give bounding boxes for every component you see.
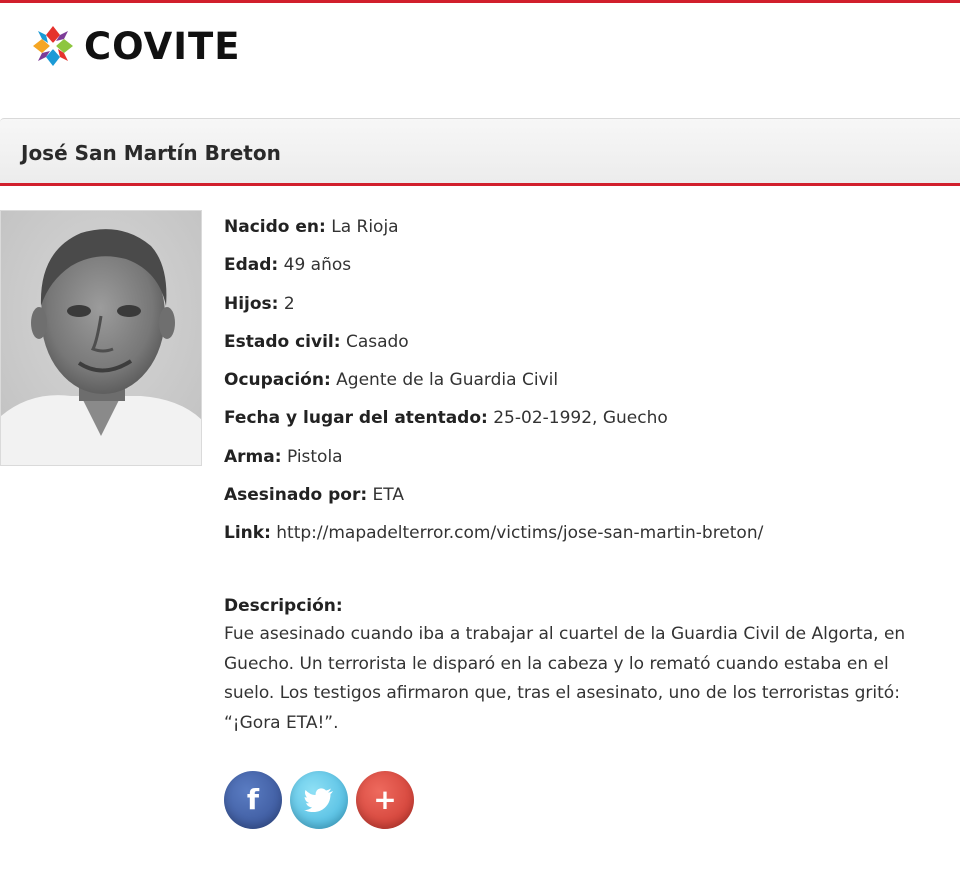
detail-value: 2 xyxy=(283,293,295,314)
description-text: Fue asesinado cuando iba a trabajar al cuartel de la Guardia Civil de Algorta, en Guecho. Un terrorista le disparó en la cabeza y lo remató cuando estaba en el suelo. Los testigos afirmaron que, tras el asesinato, uno de los terroristas gritó: “¡Gora ETA!”. xyxy=(224,624,906,733)
detail-row-weapon xyxy=(224,443,944,481)
plus-icon: + xyxy=(373,783,397,816)
twitter-icon xyxy=(304,788,334,812)
detail-row-born xyxy=(224,213,944,251)
detail-label: Arma: xyxy=(224,446,282,467)
detail-row-killed-by xyxy=(224,481,944,519)
detail-row-attack-date-place xyxy=(224,404,944,442)
detail-label: Edad: xyxy=(224,255,279,276)
detail-row-children xyxy=(224,290,944,328)
share-buttons xyxy=(224,771,422,829)
detail-row-link xyxy=(224,519,944,557)
top-accent-rule xyxy=(0,0,960,3)
victim-name: José San Martín Breton xyxy=(21,141,281,165)
detail-value: Casado xyxy=(345,331,409,352)
more-share-button[interactable] xyxy=(356,771,414,829)
detail-label: Fecha y lugar del atentado: xyxy=(224,408,488,429)
detail-value: 25-02-1992, Guecho xyxy=(493,408,668,429)
detail-row-occupation xyxy=(224,366,944,404)
description-block xyxy=(224,592,924,738)
covite-logo[interactable] xyxy=(30,16,241,76)
detail-label: Hijos: xyxy=(224,293,279,314)
detail-value: Agente de la Guardia Civil xyxy=(336,370,559,391)
detail-value: 49 años xyxy=(283,255,352,276)
detail-value: La Rioja xyxy=(331,217,399,237)
twitter-share-button[interactable] xyxy=(290,771,348,829)
facebook-share-button[interactable] xyxy=(224,771,282,829)
detail-label: Link: xyxy=(224,523,271,544)
detail-label: Asesinado por: xyxy=(224,485,368,506)
description-label: Descripción: xyxy=(224,596,343,616)
logo-text: COVITE xyxy=(84,24,241,68)
detail-value: ETA xyxy=(372,485,404,506)
victim-photo xyxy=(0,210,202,466)
facebook-icon: f xyxy=(246,783,260,816)
title-bar xyxy=(0,118,960,186)
victim-link[interactable]: http://mapadelterror.com/victims/jose-san-martin-breton/ xyxy=(276,523,764,544)
covite-logo-mark-icon xyxy=(30,23,76,69)
portrait-image xyxy=(1,211,202,466)
victim-details xyxy=(224,213,944,558)
detail-label: Nacido en: xyxy=(224,217,326,237)
detail-row-age xyxy=(224,251,944,289)
detail-label: Ocupación: xyxy=(224,370,331,391)
detail-label: Estado civil: xyxy=(224,331,341,352)
detail-value: Pistola xyxy=(286,446,343,467)
detail-row-marital-status xyxy=(224,328,944,366)
